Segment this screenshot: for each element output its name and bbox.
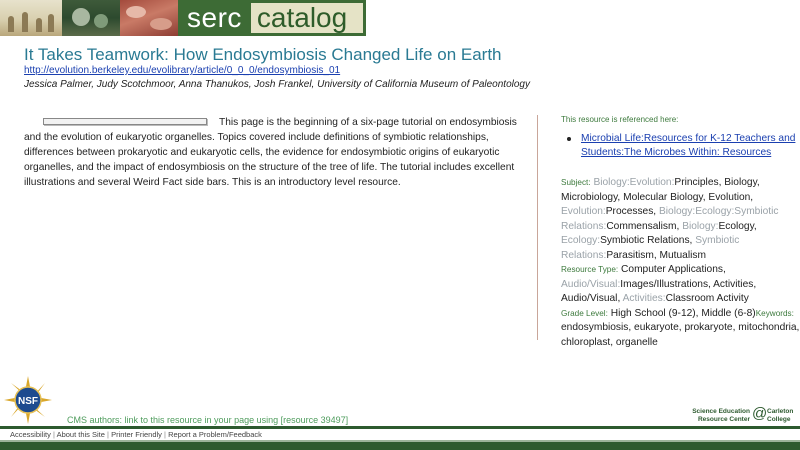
keywords-label: Keywords: [755,308,794,318]
serc-catalog-logo[interactable] [178,0,366,36]
header-banner[interactable] [0,0,366,36]
at-symbol-icon: @ [752,405,768,422]
subject-value: Parasitism, Mutualism [606,249,706,261]
footer-divider [0,426,800,429]
resource-type-category: Activities: [622,293,666,304]
resource-type-value: Images/Illustrations, Activities, Audio/Visual, [561,278,757,304]
page-title: It Takes Teamwork: How Endosymbiosis Changed Life on Earth [24,45,502,64]
footer-link-accessibility[interactable]: Accessibility [10,430,51,439]
footer-link-report-problem[interactable]: Report a Problem/Feedback [168,430,262,439]
footer-link-printer-friendly[interactable]: Printer Friendly [111,430,162,439]
referenced-label: This resource is referenced here: [561,115,679,124]
subject-value: Processes, [605,206,657,217]
nsf-logo-icon[interactable] [3,375,53,425]
keywords-value: endosymbiosis, eukaryote, prokaryote, mitochondria, chloroplast, organelle [561,322,800,348]
reference-link[interactable]: Microbial Life:Resources for K-12 Teachers and Students:The Microbes Within: Resources [581,133,796,158]
subject-value: Principles, Biology, Microbiology, Molecular Biology, Evolution, [561,177,760,203]
grade-level-value: High School (9-12), Middle (6-8) [610,307,756,319]
resource-type-value: Classroom Activity [665,293,749,304]
carleton-logo-text: Carleton College [767,408,794,423]
footer-separator: | [52,430,55,439]
footer-link-about[interactable]: About this Site [56,430,105,439]
resource-url-link[interactable]: http://evolution.berkeley.edu/evolibrary/article/0_0_0/endosymbiosis_01 [24,65,341,76]
reference-list [561,132,800,160]
footer-links [10,430,262,439]
subject-category: Biology: [682,220,719,232]
cms-authors-note: CMS authors: link to this resource in your page using [resource 39497] [67,415,349,425]
banner-photo-people [0,0,62,36]
bullet-icon [567,137,571,141]
resource-authors: Jessica Palmer, Judy Scotchmoor, Anna Thanukos, Josh Frankel, University of California Museum of Paleontology [24,79,530,90]
brand-serc-text: serc [187,2,242,33]
grade-level-label: Grade Level: [561,308,608,318]
subject-value: Ecology, [718,220,757,232]
resource-sidebar [537,115,800,348]
brand-catalog-text: catalog [251,3,363,33]
subject-category: Symbiotic Relations: [561,235,740,261]
banner-photo-rocks [120,0,178,36]
footer-separator: | [164,430,166,439]
resource-type-category: Audio/Visual: [561,278,621,290]
subject-category: Biology:Ecology:Symbiotic Relations: [561,206,779,232]
resource-type-value: Computer Applications, [621,264,726,275]
serc-logo-text: Science Education Resource Center [692,408,750,423]
subject-category: Evolution: [561,206,606,217]
footer-separator: | [107,430,109,439]
subject-label: Subject: [561,178,591,187]
banner-photo-microscope [62,0,120,36]
resource-description: This page is the beginning of a six-page tutorial on endosymbiosis and the evolution of eukaryotic organelles. Topics covered include definitions of symbiotic relationships, differences between prokaryotic and eukaryotic cells, the evidence for endosymbiotic origins of eukaryotic organelles, and the impact of endosymbiosis on the structure of the tree of life. The tutorial includes excellent illustrations and several Weird Fact side bars. This is an introductory level resource. [24,117,517,188]
resource-metadata [561,176,800,350]
subject-category: Ecology: [561,235,601,246]
subject-value: Commensalism, [606,220,680,232]
reference-item [581,132,800,160]
nsf-logo-text: NSF [18,396,38,407]
serc-carleton-logo[interactable] [690,405,800,428]
subject-category: Biology:Evolution: [593,177,675,188]
subject-value: Symbiotic Relations, [600,235,693,246]
footer-bar [0,440,800,450]
resource-type-label: Resource Type: [561,265,619,274]
